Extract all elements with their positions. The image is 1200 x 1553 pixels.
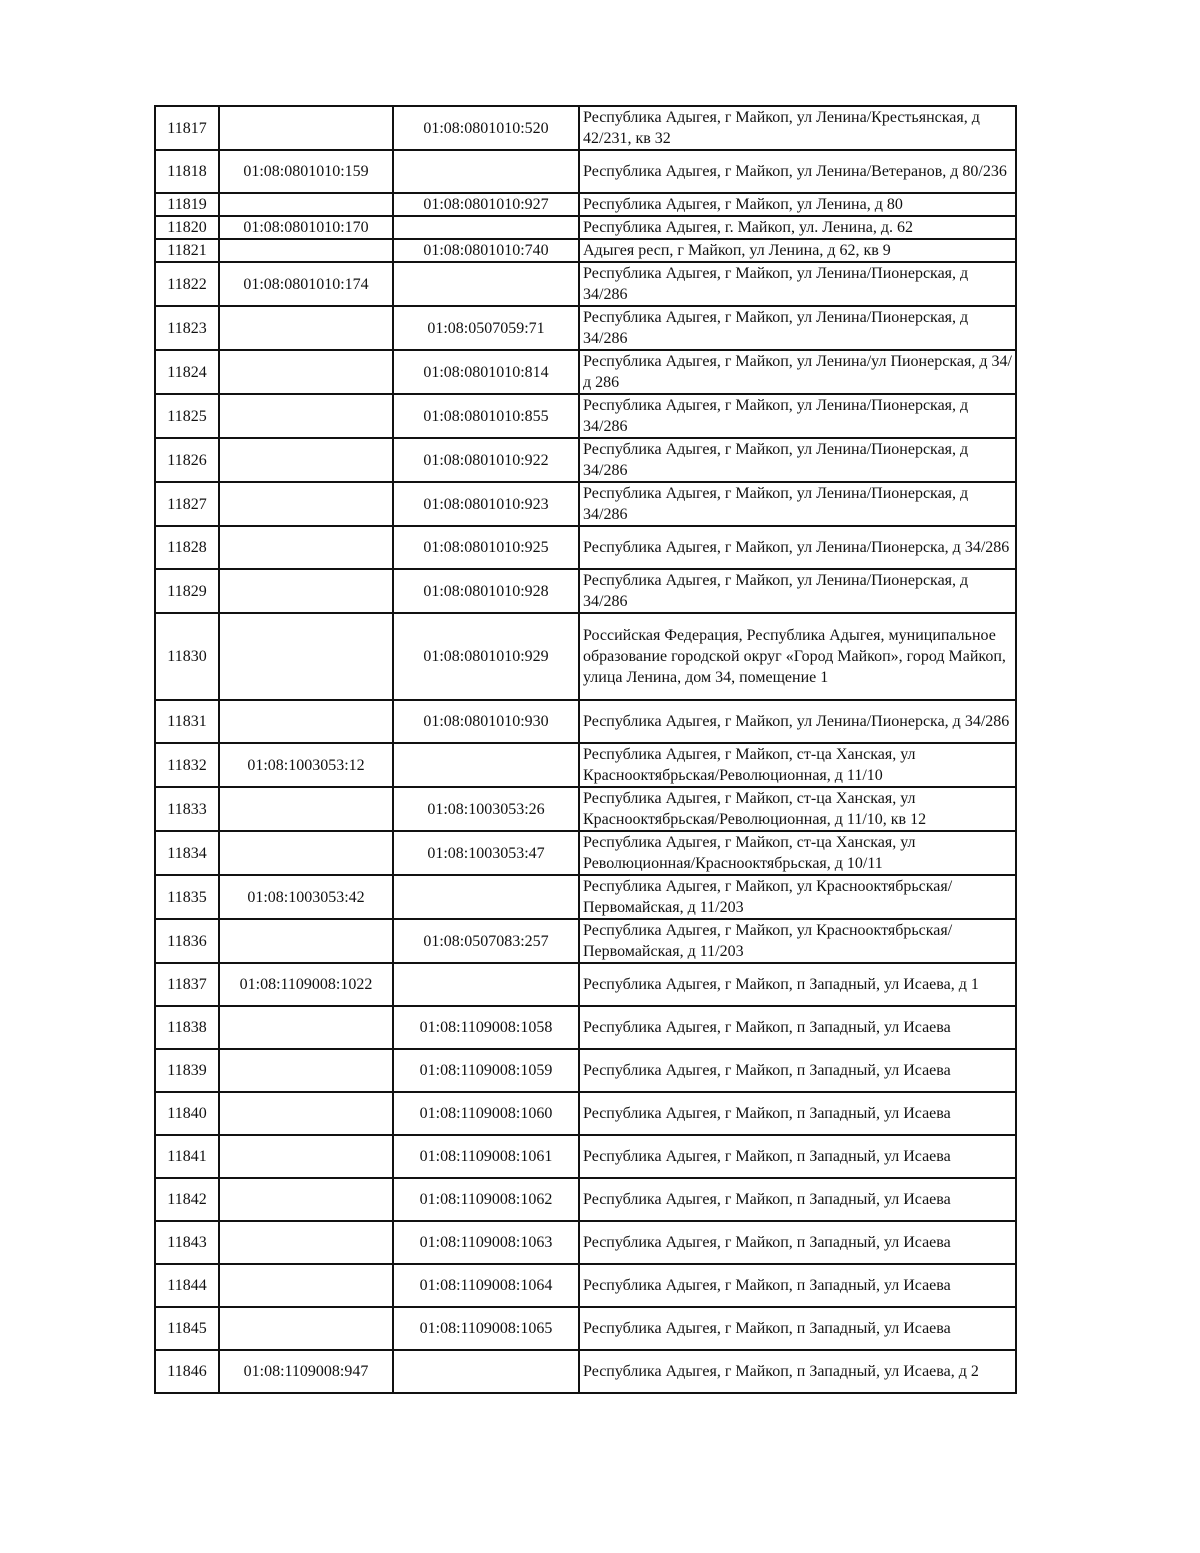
cadastral-number-b-cell: 01:08:1003053:47 [393, 831, 579, 875]
cadastral-number-b-cell [393, 262, 579, 306]
address-cell: Республика Адыгея, г Майкоп, ул Краснооктябрьская/Первомайская, д 11/203 [579, 919, 1016, 963]
table-row [155, 394, 1016, 438]
address-cell: Республика Адыгея, г Майкоп, п Западный, ул Исаева [579, 1049, 1016, 1092]
row-number-cell: 11846 [155, 1350, 219, 1393]
row-number-cell: 11833 [155, 787, 219, 831]
address-cell: Республика Адыгея, г Майкоп, ул Ленина/Крестьянская, д 42/231, кв 32 [579, 106, 1016, 150]
address-cell: Российская Федерация, Республика Адыгея, муниципальное образование городской округ «Город Майкоп», город Майкоп, улица Ленина, дом 34, помещение 1 [579, 613, 1016, 700]
cadastral-number-b-cell: 01:08:0801010:855 [393, 394, 579, 438]
address-cell: Республика Адыгея, г Майкоп, п Западный, ул Исаева [579, 1092, 1016, 1135]
cadastral-number-b-cell: 01:08:0801010:929 [393, 613, 579, 700]
address-cell: Республика Адыгея, г Майкоп, п Западный, ул Исаева [579, 1307, 1016, 1350]
address-cell: Республика Адыгея, г Майкоп, ул Ленина/Пионерская, д 34/286 [579, 569, 1016, 613]
cadastral-number-a-cell [219, 438, 393, 482]
row-number-cell: 11831 [155, 700, 219, 743]
row-number-cell: 11840 [155, 1092, 219, 1135]
cadastral-number-a-cell: 01:08:0801010:159 [219, 150, 393, 193]
cadastral-number-a-cell [219, 1006, 393, 1049]
address-cell: Республика Адыгея, г. Майкоп, ул. Ленина, д. 62 [579, 216, 1016, 239]
table-row [155, 787, 1016, 831]
table-row [155, 350, 1016, 394]
row-number-cell: 11820 [155, 216, 219, 239]
cadastral-number-a-cell [219, 787, 393, 831]
table-row [155, 1135, 1016, 1178]
cadastral-number-a-cell [219, 1307, 393, 1350]
row-number-cell: 11822 [155, 262, 219, 306]
cadastral-number-b-cell: 01:08:1109008:1061 [393, 1135, 579, 1178]
row-number-cell: 11842 [155, 1178, 219, 1221]
table-row [155, 526, 1016, 569]
table-row [155, 963, 1016, 1006]
address-cell: Республика Адыгея, г Майкоп, ул Ленина/Пионерская, д 34/286 [579, 394, 1016, 438]
cadastral-number-a-cell: 01:08:0801010:174 [219, 262, 393, 306]
address-cell: Республика Адыгея, г Майкоп, ул Ленина/Пионерска, д 34/286 [579, 526, 1016, 569]
cadastral-number-b-cell: 01:08:1109008:1059 [393, 1049, 579, 1092]
address-cell: Республика Адыгея, г Майкоп, ст-ца Ханская, ул Краснооктябрьская/Революционная, д 11/10, кв 12 [579, 787, 1016, 831]
cadastral-number-b-cell: 01:08:0801010:923 [393, 482, 579, 526]
table-row [155, 569, 1016, 613]
row-number-cell: 11836 [155, 919, 219, 963]
cadastral-number-a-cell [219, 1092, 393, 1135]
table-row [155, 700, 1016, 743]
address-cell: Республика Адыгея, г Майкоп, ул Ленина/Пионерская, д 34/286 [579, 482, 1016, 526]
row-number-cell: 11821 [155, 239, 219, 262]
cadastral-number-b-cell [393, 875, 579, 919]
row-number-cell: 11835 [155, 875, 219, 919]
row-number-cell: 11832 [155, 743, 219, 787]
cadastral-number-b-cell: 01:08:0801010:927 [393, 193, 579, 216]
cadastral-number-a-cell [219, 1178, 393, 1221]
cadastral-number-a-cell [219, 700, 393, 743]
cadastral-number-b-cell: 01:08:1109008:1060 [393, 1092, 579, 1135]
cadastral-number-b-cell: 01:08:1109008:1064 [393, 1264, 579, 1307]
address-cell: Республика Адыгея, г Майкоп, ст-ца Ханская, ул Краснооктябрьская/Революционная, д 11/10 [579, 743, 1016, 787]
address-cell: Республика Адыгея, г Майкоп, п Западный, ул Исаева [579, 1264, 1016, 1307]
row-number-cell: 11839 [155, 1049, 219, 1092]
cadastral-number-b-cell: 01:08:0801010:814 [393, 350, 579, 394]
cadastral-number-a-cell [219, 1049, 393, 1092]
cadastral-number-b-cell [393, 216, 579, 239]
address-cell: Республика Адыгея, г Майкоп, ст-ца Ханская, ул Революционная/Краснооктябрьская, д 10/11 [579, 831, 1016, 875]
table-row [155, 1350, 1016, 1393]
row-number-cell: 11845 [155, 1307, 219, 1350]
table-row [155, 482, 1016, 526]
cadastral-number-a-cell [219, 1264, 393, 1307]
registry-table [154, 105, 1017, 1394]
cadastral-number-b-cell: 01:08:1109008:1062 [393, 1178, 579, 1221]
cadastral-number-a-cell [219, 526, 393, 569]
table-row [155, 1006, 1016, 1049]
cadastral-number-a-cell [219, 394, 393, 438]
row-number-cell: 11838 [155, 1006, 219, 1049]
cadastral-number-b-cell: 01:08:0801010:925 [393, 526, 579, 569]
cadastral-number-a-cell: 01:08:1109008:1022 [219, 963, 393, 1006]
row-number-cell: 11834 [155, 831, 219, 875]
table-row [155, 438, 1016, 482]
cadastral-number-a-cell [219, 1135, 393, 1178]
cadastral-number-a-cell [219, 193, 393, 216]
address-cell: Республика Адыгея, г Майкоп, п Западный, ул Исаева, д 2 [579, 1350, 1016, 1393]
cadastral-number-a-cell: 01:08:1109008:947 [219, 1350, 393, 1393]
cadastral-number-b-cell [393, 743, 579, 787]
row-number-cell: 11837 [155, 963, 219, 1006]
table-row [155, 1178, 1016, 1221]
table-row [155, 919, 1016, 963]
table-row [155, 743, 1016, 787]
cadastral-number-b-cell: 01:08:0507059:71 [393, 306, 579, 350]
table-row [155, 1092, 1016, 1135]
cadastral-number-a-cell [219, 569, 393, 613]
row-number-cell: 11824 [155, 350, 219, 394]
row-number-cell: 11823 [155, 306, 219, 350]
cadastral-number-a-cell [219, 831, 393, 875]
table-row [155, 216, 1016, 239]
table-row [155, 306, 1016, 350]
table-row [155, 875, 1016, 919]
row-number-cell: 11830 [155, 613, 219, 700]
cadastral-number-b-cell: 01:08:0801010:928 [393, 569, 579, 613]
table-row [155, 1264, 1016, 1307]
cadastral-number-a-cell [219, 306, 393, 350]
cadastral-number-b-cell: 01:08:1109008:1063 [393, 1221, 579, 1264]
table-row [155, 1221, 1016, 1264]
cadastral-number-a-cell [219, 613, 393, 700]
row-number-cell: 11818 [155, 150, 219, 193]
cadastral-number-b-cell: 01:08:0801010:930 [393, 700, 579, 743]
cadastral-number-b-cell: 01:08:0801010:922 [393, 438, 579, 482]
cadastral-number-a-cell [219, 350, 393, 394]
address-cell: Республика Адыгея, г Майкоп, ул Ленина, д 80 [579, 193, 1016, 216]
row-number-cell: 11829 [155, 569, 219, 613]
registry-table-body [155, 106, 1016, 1393]
cadastral-number-b-cell [393, 150, 579, 193]
row-number-cell: 11828 [155, 526, 219, 569]
cadastral-number-b-cell: 01:08:0801010:740 [393, 239, 579, 262]
row-number-cell: 11827 [155, 482, 219, 526]
address-cell: Республика Адыгея, г Майкоп, ул Ленина/Пионерская, д 34/286 [579, 262, 1016, 306]
address-cell: Республика Адыгея, г Майкоп, п Западный, ул Исаева [579, 1221, 1016, 1264]
cadastral-number-a-cell: 01:08:0801010:170 [219, 216, 393, 239]
address-cell: Республика Адыгея, г Майкоп, ул Краснооктябрьская/Первомайская, д 11/203 [579, 875, 1016, 919]
table-row [155, 1307, 1016, 1350]
table-row [155, 1049, 1016, 1092]
cadastral-number-b-cell: 01:08:1003053:26 [393, 787, 579, 831]
table-row [155, 106, 1016, 150]
row-number-cell: 11841 [155, 1135, 219, 1178]
address-cell: Республика Адыгея, г Майкоп, п Западный, ул Исаева [579, 1135, 1016, 1178]
address-cell: Республика Адыгея, г Майкоп, ул Ленина/Ветеранов, д 80/236 [579, 150, 1016, 193]
address-cell: Адыгея респ, г Майкоп, ул Ленина, д 62, кв 9 [579, 239, 1016, 262]
cadastral-number-a-cell: 01:08:1003053:42 [219, 875, 393, 919]
address-cell: Республика Адыгея, г Майкоп, ул Ленина/Пионерска, д 34/286 [579, 700, 1016, 743]
address-cell: Республика Адыгея, г Майкоп, ул Ленина/Пионерская, д 34/286 [579, 438, 1016, 482]
address-cell: Республика Адыгея, г Майкоп, п Западный, ул Исаева [579, 1006, 1016, 1049]
row-number-cell: 11819 [155, 193, 219, 216]
row-number-cell: 11844 [155, 1264, 219, 1307]
cadastral-number-b-cell: 01:08:0507083:257 [393, 919, 579, 963]
table-row [155, 613, 1016, 700]
cadastral-number-a-cell [219, 1221, 393, 1264]
cadastral-number-a-cell [219, 919, 393, 963]
cadastral-number-b-cell: 01:08:1109008:1058 [393, 1006, 579, 1049]
row-number-cell: 11817 [155, 106, 219, 150]
address-cell: Республика Адыгея, г Майкоп, ул Ленина/ул Пионерская, д 34/д 286 [579, 350, 1016, 394]
row-number-cell: 11843 [155, 1221, 219, 1264]
table-row [155, 831, 1016, 875]
table-row [155, 262, 1016, 306]
cadastral-number-b-cell [393, 963, 579, 1006]
cadastral-number-b-cell: 01:08:0801010:520 [393, 106, 579, 150]
cadastral-number-a-cell [219, 239, 393, 262]
table-row [155, 150, 1016, 193]
address-cell: Республика Адыгея, г Майкоп, п Западный, ул Исаева [579, 1178, 1016, 1221]
row-number-cell: 11826 [155, 438, 219, 482]
address-cell: Республика Адыгея, г Майкоп, ул Ленина/Пионерская, д 34/286 [579, 306, 1016, 350]
cadastral-number-a-cell: 01:08:1003053:12 [219, 743, 393, 787]
address-cell: Республика Адыгея, г Майкоп, п Западный, ул Исаева, д 1 [579, 963, 1016, 1006]
table-row [155, 193, 1016, 216]
cadastral-number-b-cell [393, 1350, 579, 1393]
table-row [155, 239, 1016, 262]
row-number-cell: 11825 [155, 394, 219, 438]
cadastral-number-a-cell [219, 106, 393, 150]
cadastral-number-a-cell [219, 482, 393, 526]
cadastral-number-b-cell: 01:08:1109008:1065 [393, 1307, 579, 1350]
